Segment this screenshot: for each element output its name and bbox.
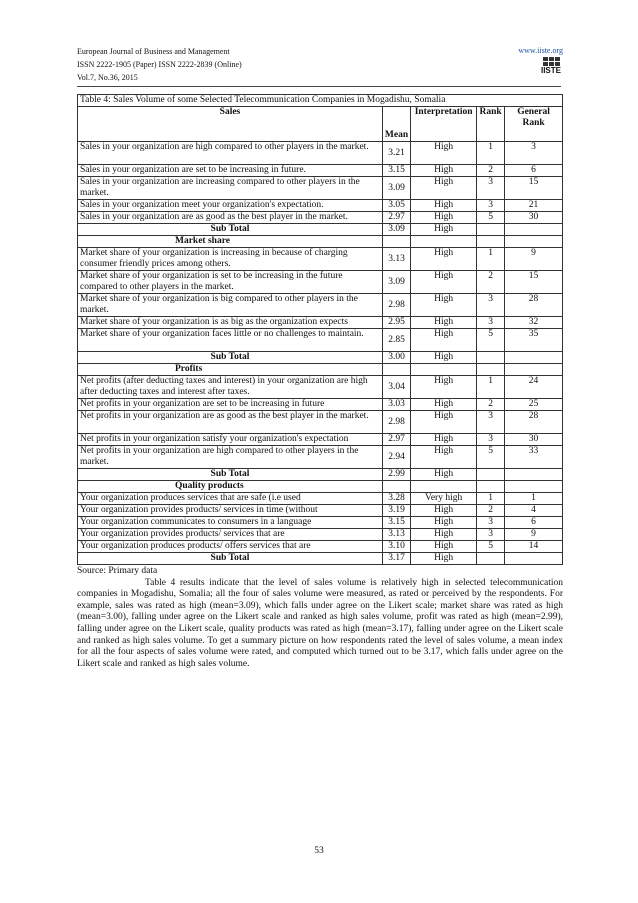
empty-cell: [505, 481, 563, 493]
empty-cell: [411, 481, 477, 493]
header-general-rank: General Rank: [505, 107, 563, 142]
table-row: [78, 411, 563, 434]
general-rank-cell: 6: [505, 517, 563, 529]
mean-cell: 3.09: [382, 177, 410, 200]
empty-cell: [477, 469, 505, 481]
general-rank-cell: 25: [505, 399, 563, 411]
mean-cell: 2.95: [382, 317, 410, 329]
table-row: [78, 493, 563, 505]
mean-cell: 3.13: [382, 529, 410, 541]
item-text: Net profits in your organization are high compared to other players in the market.: [78, 446, 383, 469]
rank-cell: 2: [477, 505, 505, 517]
empty-cell: [411, 236, 477, 248]
general-rank-cell: 28: [505, 411, 563, 434]
mean-cell: 2.97: [382, 434, 410, 446]
table-row: [78, 541, 563, 553]
rank-cell: 3: [477, 434, 505, 446]
logo-text: IISTE: [540, 66, 561, 75]
empty-cell: [505, 224, 563, 236]
interpretation-cell: High: [411, 541, 477, 553]
empty-cell: [505, 236, 563, 248]
header-sales: Sales: [78, 107, 383, 142]
item-text: Net profits (after deducting taxes and interest) in your organization are high after deducting taxes and interest after taxes.: [78, 376, 383, 399]
item-text: Your organization communicates to consumers in a language: [78, 517, 383, 529]
mean-cell: 3.00: [382, 352, 410, 364]
general-rank-cell: 32: [505, 317, 563, 329]
item-text: Your organization provides products/ services in time (without: [78, 505, 383, 517]
table-row: [78, 399, 563, 411]
rank-cell: 3: [477, 294, 505, 317]
interpretation-cell: High: [411, 446, 477, 469]
mean-cell: 2.97: [382, 212, 410, 224]
mean-cell: 3.10: [382, 541, 410, 553]
empty-cell: [477, 481, 505, 493]
mean-cell: 3.04: [382, 376, 410, 399]
rank-cell: 1: [477, 248, 505, 271]
journal-issn: ISSN 2222-1905 (Paper) ISSN 2222-2839 (Online): [77, 60, 242, 69]
item-text: Market share of your organization is set to be increasing in the future compared to other players in the market.: [78, 271, 383, 294]
rank-cell: 5: [477, 541, 505, 553]
interpretation-cell: High: [411, 469, 477, 481]
mean-cell: 3.28: [382, 493, 410, 505]
subtotal-row: [78, 553, 563, 565]
general-rank-cell: 15: [505, 177, 563, 200]
table-row: [78, 142, 563, 165]
table-row: [78, 200, 563, 212]
section-title: Market share: [78, 236, 383, 248]
text-after-table: [77, 566, 563, 670]
journal-title: European Journal of Business and Management: [77, 47, 230, 56]
empty-cell: [382, 236, 410, 248]
interpretation-cell: High: [411, 271, 477, 294]
rank-cell: 3: [477, 177, 505, 200]
interpretation-cell: High: [411, 329, 477, 352]
mean-cell: 3.09: [382, 224, 410, 236]
mean-cell: 2.94: [382, 446, 410, 469]
item-text: Market share of your organization is big compared to other players in the market.: [78, 294, 383, 317]
rank-cell: 5: [477, 329, 505, 352]
mean-cell: 3.21: [382, 142, 410, 165]
general-rank-cell: 4: [505, 505, 563, 517]
interpretation-cell: High: [411, 248, 477, 271]
sales-volume-table: [77, 94, 563, 565]
subtotal-label: Sub Total: [78, 469, 383, 481]
empty-cell: [505, 553, 563, 565]
mean-cell: 2.99: [382, 469, 410, 481]
section-title: Profits: [78, 364, 383, 376]
mean-cell: 3.17: [382, 553, 410, 565]
interpretation-cell: High: [411, 505, 477, 517]
empty-cell: [505, 364, 563, 376]
iiste-logo: [540, 57, 562, 81]
table-row: [78, 434, 563, 446]
table-row: [78, 177, 563, 200]
general-rank-cell: 30: [505, 434, 563, 446]
general-rank-cell: 35: [505, 329, 563, 352]
rank-cell: 3: [477, 200, 505, 212]
journal-volume: Vol.7, No.36, 2015: [77, 73, 138, 82]
interpretation-cell: High: [411, 517, 477, 529]
mean-cell: 3.05: [382, 200, 410, 212]
rank-cell: 1: [477, 142, 505, 165]
empty-cell: [477, 352, 505, 364]
subtotal-label: Sub Total: [78, 352, 383, 364]
page-number: 53: [314, 846, 324, 856]
interpretation-cell: High: [411, 317, 477, 329]
item-text: Market share of your organization is as big as the organization expects: [78, 317, 383, 329]
empty-cell: [477, 364, 505, 376]
interpretation-cell: High: [411, 212, 477, 224]
interpretation-cell: High: [411, 177, 477, 200]
subtotal-row: [78, 224, 563, 236]
mean-cell: 3.09: [382, 271, 410, 294]
general-rank-cell: 15: [505, 271, 563, 294]
general-rank-cell: 14: [505, 541, 563, 553]
empty-cell: [505, 352, 563, 364]
section-title: Quality products: [78, 481, 383, 493]
table-row: [78, 212, 563, 224]
empty-cell: [477, 553, 505, 565]
empty-cell: [411, 364, 477, 376]
rank-cell: 3: [477, 529, 505, 541]
table-row: [78, 446, 563, 469]
interpretation-cell: High: [411, 411, 477, 434]
item-text: Your organization produces products/ offers services that are: [78, 541, 383, 553]
mean-cell: 2.85: [382, 329, 410, 352]
interpretation-cell: High: [411, 553, 477, 565]
subtotal-label: Sub Total: [78, 553, 383, 565]
table-row: [78, 529, 563, 541]
item-text: Your organization provides products/ services that are: [78, 529, 383, 541]
rank-cell: 1: [477, 493, 505, 505]
interpretation-cell: Very high: [411, 493, 477, 505]
interpretation-cell: High: [411, 165, 477, 177]
mean-cell: 2.98: [382, 411, 410, 434]
interpretation-cell: High: [411, 352, 477, 364]
mean-cell: 3.19: [382, 505, 410, 517]
header-rule: [77, 86, 561, 87]
subtotal-row: [78, 469, 563, 481]
empty-cell: [505, 469, 563, 481]
item-text: Market share of your organization is increasing in because of charging consumer friendly prices among others.: [78, 248, 383, 271]
empty-cell: [382, 364, 410, 376]
interpretation-cell: High: [411, 529, 477, 541]
rank-cell: 3: [477, 411, 505, 434]
table-row: [78, 317, 563, 329]
general-rank-cell: 1: [505, 493, 563, 505]
table-caption: Table 4: Sales Volume of some Selected Telecommunication Companies in Mogadishu, Somalia: [78, 95, 563, 107]
rank-cell: 1: [477, 376, 505, 399]
empty-cell: [477, 224, 505, 236]
table-row: [78, 165, 563, 177]
rank-cell: 2: [477, 271, 505, 294]
table-row: [78, 376, 563, 399]
item-text: Net profits in your organization satisfy your organization's expectation: [78, 434, 383, 446]
item-text: Your organization produces services that are safe (i.e used: [78, 493, 383, 505]
section-row: [78, 364, 563, 376]
table-row: [78, 517, 563, 529]
rank-cell: 2: [477, 399, 505, 411]
subtotal-label: Sub Total: [78, 224, 383, 236]
table-row: [78, 329, 563, 352]
item-text: Net profits in your organization are set to be increasing in future: [78, 399, 383, 411]
journal-url[interactable]: www.iiste.org: [518, 46, 563, 55]
table-row: [78, 505, 563, 517]
mean-cell: 3.15: [382, 517, 410, 529]
general-rank-cell: 9: [505, 248, 563, 271]
general-rank-cell: 3: [505, 142, 563, 165]
interpretation-cell: High: [411, 224, 477, 236]
general-rank-cell: 24: [505, 376, 563, 399]
general-rank-cell: 6: [505, 165, 563, 177]
interpretation-cell: High: [411, 376, 477, 399]
general-rank-cell: 28: [505, 294, 563, 317]
item-text: Sales in your organization are increasing compared to other players in the market.: [78, 177, 383, 200]
results-paragraph: Table 4 results indicate that the level of sales volume is relatively high in selected telecommunication companies in Mogadishu, Somalia; all the four of sales volume were measured, as rated or perceived by the respondents. For example, sales was rated as high (mean=3.09), which falls under agree on the Likert scale; market share was rated as high (mean=3.00), falling under agree on the Likert scale and ranked as high sales volume, profit was rated as high (mean=2.99), falling under agree on the Likert scale, quality products was rated as high (mean=3.17), falling under agree on the Likert scale and ranked as high sales volume. To get a summary picture on how respondents rated the level of sales volume, a mean index for all the four aspects of sales volume were rated, and computed which turned out to be 3.17, which falls under agree on the Likert scale and ranked as high sales volume.: [77, 577, 563, 669]
interpretation-cell: High: [411, 294, 477, 317]
item-text: Sales in your organization are set to be increasing in future.: [78, 165, 383, 177]
empty-cell: [382, 481, 410, 493]
general-rank-cell: 30: [505, 212, 563, 224]
mean-cell: 3.13: [382, 248, 410, 271]
item-text: Sales in your organization are high compared to other players in the market.: [78, 142, 383, 165]
table-row: [78, 271, 563, 294]
item-text: Market share of your organization faces little or no challenges to maintain.: [78, 329, 383, 352]
table-row: [78, 248, 563, 271]
interpretation-cell: High: [411, 142, 477, 165]
general-rank-cell: 21: [505, 200, 563, 212]
item-text: Sales in your organization are as good as the best player in the market.: [78, 212, 383, 224]
header-interpretation: Interpretation: [411, 107, 477, 142]
rank-cell: 3: [477, 517, 505, 529]
header-mean: Mean: [382, 107, 410, 142]
empty-cell: [477, 236, 505, 248]
rank-cell: 2: [477, 165, 505, 177]
section-row: [78, 481, 563, 493]
rank-cell: 5: [477, 446, 505, 469]
item-text: Net profits in your organization are as good as the best player in the market.: [78, 411, 383, 434]
header-rank: Rank: [477, 107, 505, 142]
section-row: [78, 236, 563, 248]
logo-mark-icon: [540, 57, 562, 66]
rank-cell: 3: [477, 317, 505, 329]
interpretation-cell: High: [411, 434, 477, 446]
interpretation-cell: High: [411, 399, 477, 411]
subtotal-row: [78, 352, 563, 364]
general-rank-cell: 9: [505, 529, 563, 541]
item-text: Sales in your organization meet your organization's expectation.: [78, 200, 383, 212]
mean-cell: 3.03: [382, 399, 410, 411]
interpretation-cell: High: [411, 200, 477, 212]
mean-cell: 2.98: [382, 294, 410, 317]
general-rank-cell: 33: [505, 446, 563, 469]
rank-cell: 5: [477, 212, 505, 224]
table-source: Source: Primary data: [77, 566, 158, 576]
mean-cell: 3.15: [382, 165, 410, 177]
table-row: [78, 294, 563, 317]
